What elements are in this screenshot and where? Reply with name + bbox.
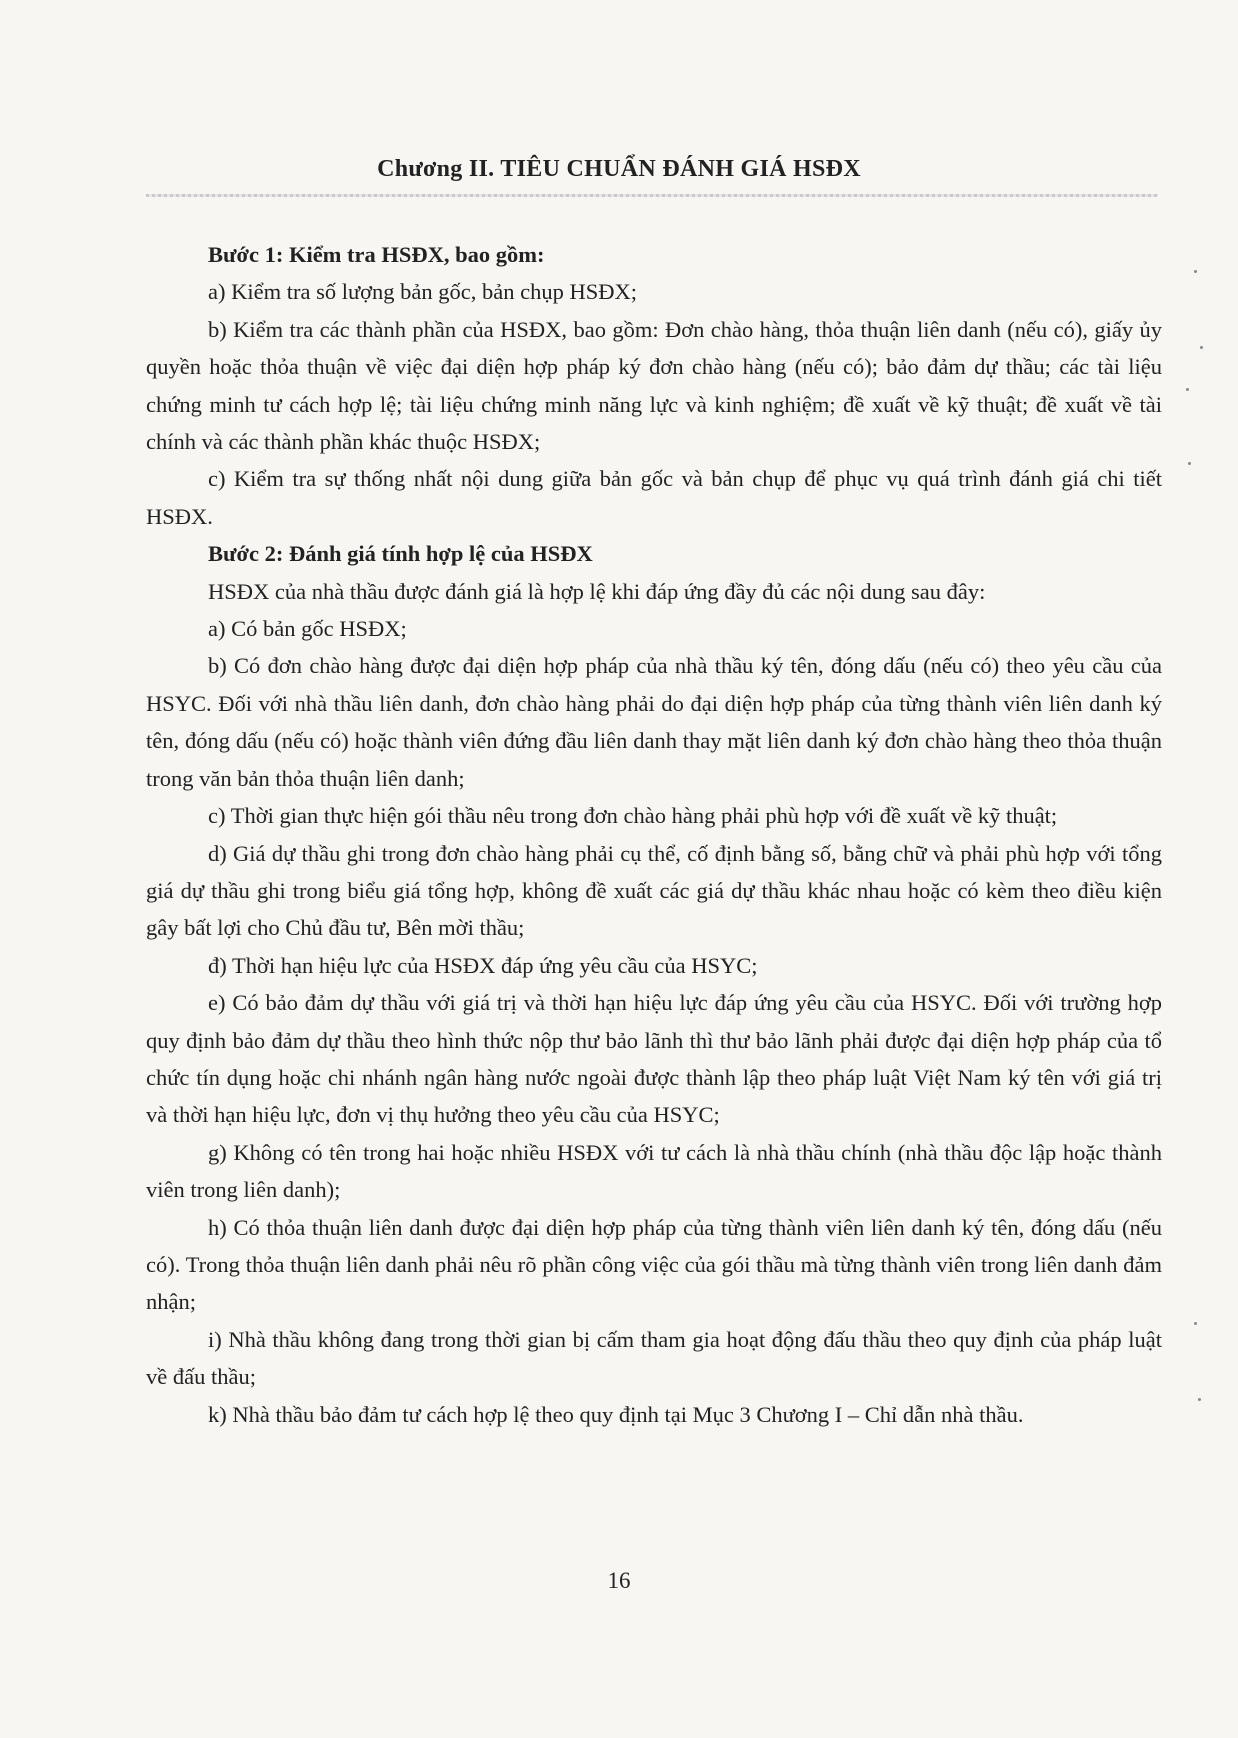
paragraph-2e: e) Có bảo đảm dự thầu với giá trị và thời hạn hiệu lực đáp ứng yêu cầu của HSYC. Đối với trường hợp quy định bảo đảm dự thầu theo hình thức nộp thư bảo lãnh thì thư bảo lãnh phải được đại diện hợp pháp của tổ chức tín dụng hoặc chi nhánh ngân hàng nước ngoài được thành lập theo pháp luật Việt Nam ký tên với giá trị và thời hạn hiệu lực, đơn vị thụ hưởng theo yêu cầu của HSYC; — [146, 990, 1162, 1128]
paragraph-2b: b) Có đơn chào hàng được đại diện hợp pháp của nhà thầu ký tên, đóng dấu (nếu có) theo yêu cầu của HSYC. Đối với nhà thầu liên danh, đơn chào hàng phải do đại diện hợp pháp của từng thành viên liên danh ký tên, đóng dấu (nếu có) hoặc thành viên đứng đầu liên danh thay mặt liên danh ký đơn chào hàng theo thỏa thuận trong văn bản thỏa thuận liên danh; — [146, 653, 1162, 791]
page-number: 16 — [607, 1568, 631, 1593]
paragraph-2-intro: HSĐX của nhà thầu được đánh giá là hợp lệ khi đáp ứng đầy đủ các nội dung sau đây: — [208, 578, 986, 604]
paragraph-1a: a) Kiểm tra số lượng bản gốc, bản chụp HSĐX; — [208, 279, 638, 305]
paragraph-2h: h) Có thỏa thuận liên danh được đại diện hợp pháp của từng thành viên liên danh ký tên, đóng dấu (nếu có). Trong thỏa thuận liên danh phải nêu rõ phần công việc của gói thầu mà từng thành viên trong liên danh đảm nhận; — [146, 1214, 1162, 1315]
paragraph-1c: c) Kiểm tra sự thống nhất nội dung giữa bản gốc và bản chụp để phục vụ quá trình đánh giá chi tiết HSĐX. — [146, 466, 1162, 529]
paragraph-2k: k) Nhà thầu bảo đảm tư cách hợp lệ theo quy định tại Mục 3 Chương I – Chỉ dẫn nhà thầu. — [208, 1401, 1024, 1427]
chapter-title: Chương II. TIÊU CHUẨN ĐÁNH GIÁ HSĐX — [377, 156, 861, 182]
scan-speck — [1194, 270, 1197, 273]
paragraph-2i: i) Nhà thầu không đang trong thời gian bị cấm tham gia hoạt động đấu thầu theo quy định của pháp luật về đấu thầu; — [146, 1326, 1162, 1390]
scan-speck — [1200, 346, 1203, 349]
paragraph-2dd: đ) Thời hạn hiệu lực của HSĐX đáp ứng yêu cầu của HSYC; — [208, 952, 758, 978]
step-2-heading: Bước 2: Đánh giá tính hợp lệ của HSĐX — [208, 541, 593, 567]
paragraph-2c: c) Thời gian thực hiện gói thầu nêu trong đơn chào hàng phải phù hợp với đề xuất về kỹ thuật; — [208, 803, 1058, 829]
paragraph-2g: g) Không có tên trong hai hoặc nhiều HSĐX với tư cách là nhà thầu chính (nhà thầu độc lập hoặc thành viên trong liên danh); — [146, 1139, 1162, 1203]
scan-speck — [1188, 462, 1191, 465]
title-divider — [146, 194, 1158, 197]
step-1-heading: Bước 1: Kiểm tra HSĐX, bao gồm: — [208, 242, 545, 267]
scan-speck — [1186, 388, 1189, 391]
scan-speck — [1198, 1398, 1201, 1401]
paragraph-2d: d) Giá dự thầu ghi trong đơn chào hàng phải cụ thể, cố định bằng số, bằng chữ và phải phù hợp với tổng giá dự thầu ghi trong biểu giá tổng hợp, không đề xuất các giá dự thầu khác nhau hoặc có kèm theo điều kiện gây bất lợi cho Chủ đầu tư, Bên mời thầu; — [146, 840, 1162, 941]
scan-speck — [1194, 1322, 1197, 1325]
paragraph-2a: a) Có bản gốc HSĐX; — [208, 616, 407, 642]
document-body — [146, 236, 1162, 1433]
paragraph-1b: b) Kiểm tra các thành phần của HSĐX, bao gồm: Đơn chào hàng, thỏa thuận liên danh (nếu có), giấy ủy quyền hoặc thỏa thuận về việc đại diện hợp pháp ký đơn chào hàng (nếu có); bảo đảm dự thầu; các tài liệu chứng minh tư cách hợp lệ; tài liệu chứng minh năng lực và kinh nghiệm; đề xuất về kỹ thuật; đề xuất về tài chính và các thành phần khác thuộc HSĐX; — [146, 316, 1162, 455]
